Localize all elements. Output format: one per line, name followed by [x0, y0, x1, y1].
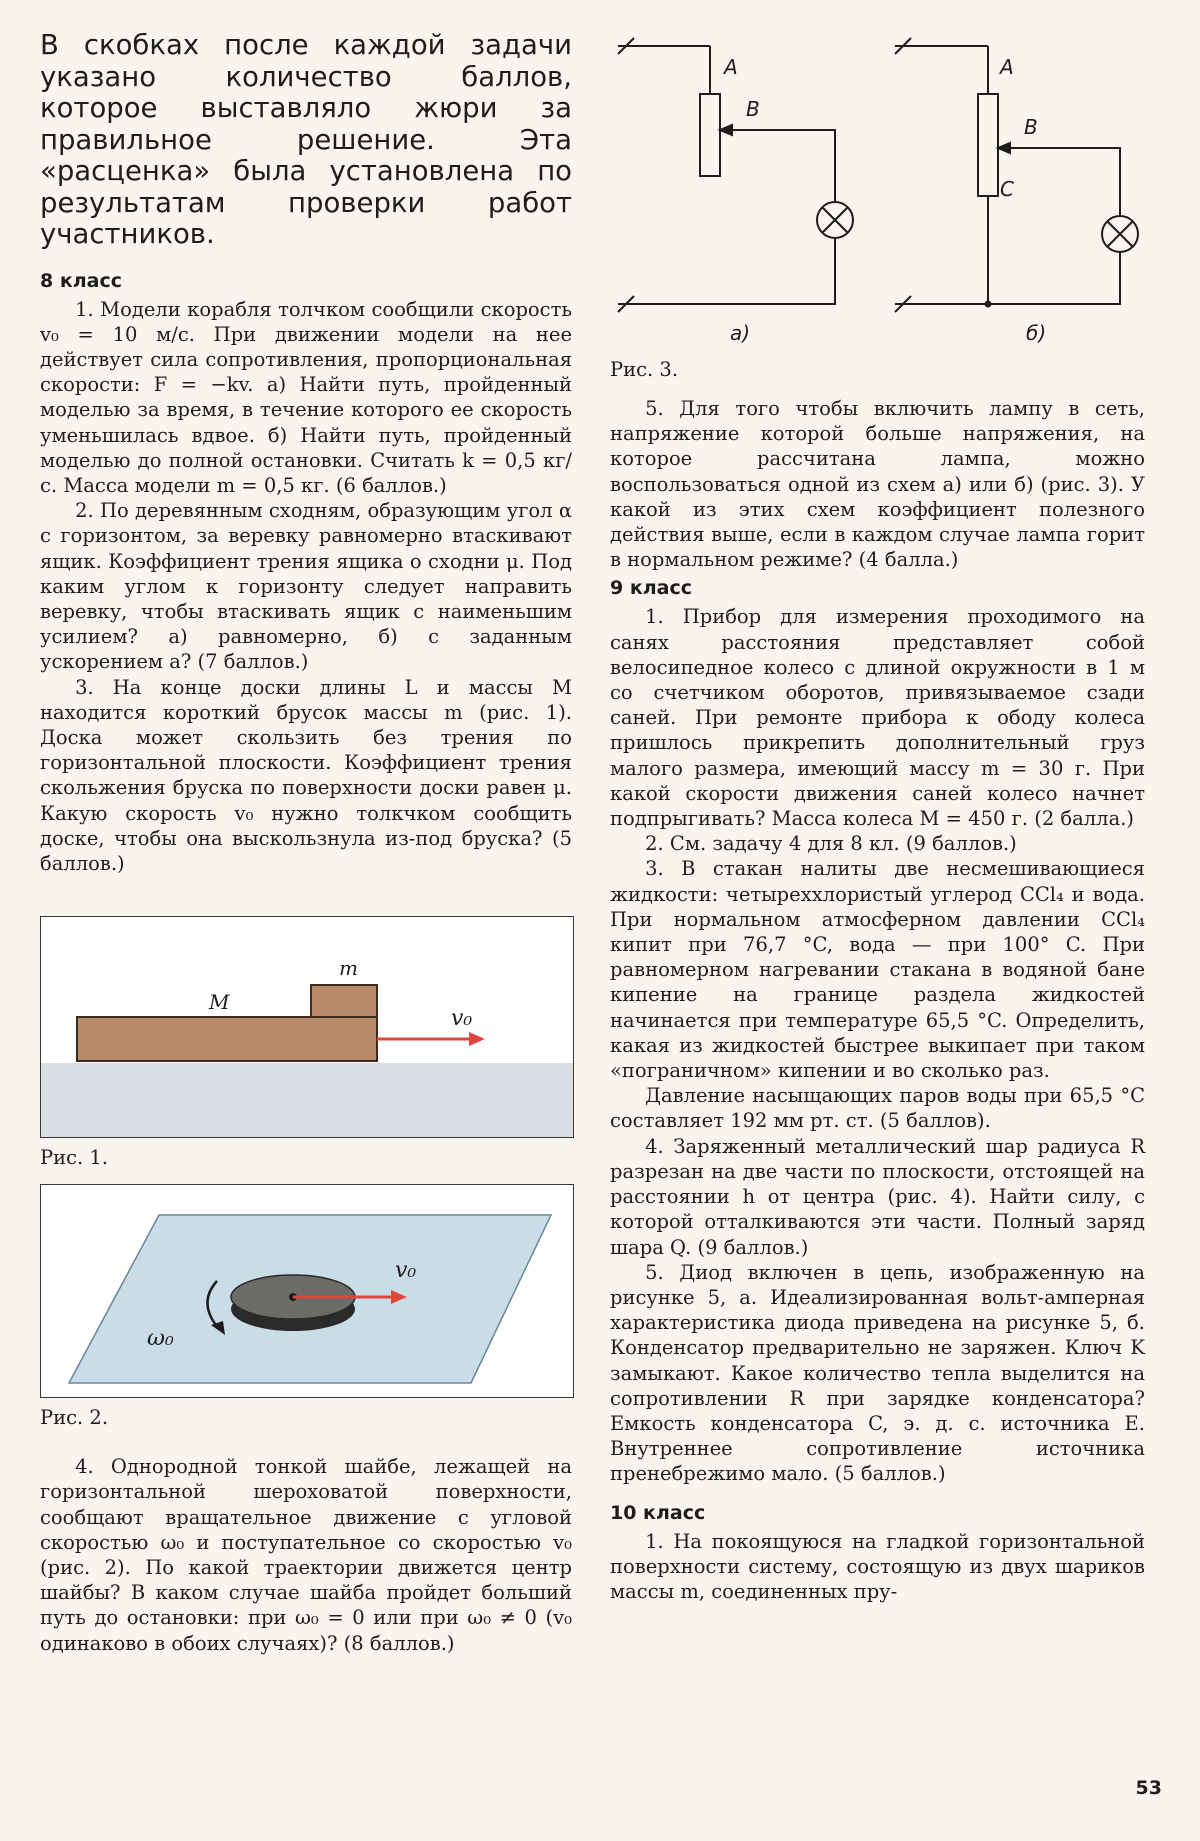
block-m — [311, 985, 377, 1017]
grade8-task-4: 4. Однородной тонкой шайбе, лежащей на горизонтальной шероховатой поверхности, сообщают вращательное движение с угловой скоростью ω₀ и поступательное со скоростью v₀ (рис. 2). По какой траектории движется центр шайбы? В каком случае шайба пройдет больший путь до остановки: при ω₀ = 0 или при ω₀ ≠ 0 (v₀ одинаково в обоих случаях)? (8 баллов.) — [40, 1455, 572, 1655]
label-circuit-a: а) — [730, 321, 751, 345]
grade10-task-1: 1. На покоящуюся на гладкой горизонтальной поверхности систему, состоящую из двух шариков массы m, соединенных пру- — [610, 1529, 1145, 1603]
grade9-task-1: 1. Прибор для измерения проходимого на санях расстояния представляет собой велосипедное колесо с длиной окружности в 1 м со счетчиком оборотов, привязываемое сзади саней. При ремонте прибора к ободу колеса пришлось прикрепить дополнительный груз малого размера, имеющий массу m = 30 г. При какой скорости движения саней колесо начнет подпрыгивать? Масса колеса M = 450 г. (2 балла.) — [610, 605, 1145, 831]
figure-3-svg — [610, 26, 1145, 356]
grade9-task-4: 4. Заряженный металлический шар радиуса R разрезан на две части по плоскости, отстоящей на расстоянии h от центра (рис. 4). Найти силу, с которой отталкиваются эти части. Полный заряд шара Q. (9 баллов.) — [610, 1134, 1145, 1259]
figure-3-caption: Рис. 3. — [610, 358, 679, 381]
grade8-task-1: 1. Модели корабля толчком сообщили скорость v₀ = 10 м/с. При движении модели на нее действует сила сопротивления, пропорциональная скорости: F = −kv. а) Найти путь, пройденный моделью за время, в течение которого ее скорость уменьшилась вдвое. б) Найти путь, пройденный моделью до полной остановки. Считать k = 0,5 кг/с. Масса модели m = 0,5 кг. (6 баллов.) — [40, 297, 572, 497]
label-circuit-b: б) — [1026, 321, 1047, 345]
board-M — [77, 1017, 377, 1061]
figure-2-puck — [40, 1184, 574, 1398]
label-v0-puck: v₀ — [395, 1258, 417, 1284]
grade9-task-3: 3. В стакан налиты две несмешивающиеся жидкости: четыреххлористый углерод CCl₄ и вода. При нормальном атмосферном давлении CCl₄ кипит при 76,7 °C, вода — при 100° C. При равномерном нагревании стакана в водяной бане кипение на границе раздела жидкостей начинается при температуре 65,5 °C. Определить, какая из жидкостей быстрее выкипает при таком «пограничном» кипении и во сколько раз. — [610, 857, 1145, 1083]
rheostat-b — [978, 94, 998, 196]
rheostat-a — [700, 94, 720, 176]
figure-2-caption: Рис. 2. — [40, 1406, 109, 1430]
label-v0: v₀ — [451, 1006, 473, 1032]
label-A-a: A — [724, 55, 738, 79]
figure-2-svg — [41, 1185, 573, 1397]
label-m: m — [339, 956, 358, 981]
intro-paragraph: В скобках после каждой задачи указано количество баллов, которое выставляло жюри за правильное решение. Эта «расценка» была установлена по результатам проверки работ участников. — [40, 29, 572, 250]
grade-9-heading: 9 класс — [610, 577, 692, 600]
grade8-task-5: 5. Для того чтобы включить лампу в сеть, напряжение которой больше напряжения, на которое рассчитана лампа, можно воспользоваться одной из схем а) или б) (рис. 3). У какой из этих схем коэффициент полезного действия выше, если в каждом случае лампа горит в нормальном режиме? (4 балла.) — [610, 397, 1145, 572]
figure-1-svg — [41, 917, 573, 1137]
grade9-task-5: 5. Диод включен в цепь, изображенную на рисунке 5, а. Идеализированная вольт-амперная характеристика диода приведена на рисунке 5, б. Конденсатор предварительно не заряжен. Ключ K замыкают. Какое количество тепла выделится на сопротивлении R при зарядке конденсатора? Емкость конденсатора C, э. д. с. источника E. Внутреннее сопротивление источника пренебрежимо мало. (5 баллов.) — [610, 1260, 1145, 1486]
right-column — [610, 26, 1145, 1604]
label-B-a: B — [746, 97, 760, 121]
slider-b-head — [998, 143, 1010, 153]
junction-dot — [985, 301, 992, 308]
grade-8-heading: 8 класс — [40, 269, 122, 292]
grade8-task-2: 2. По деревянным сходням, образующим угол α с горизонтом, за веревку равномерно втаскивают ящик. Коэффициент трения ящика о сходни μ. Под каким углом к горизонту следует направить веревку, чтобы втаскивать ящик с наименьшим усилием? а) равномерно, б) с заданным ускорением a? (7 баллов.) — [40, 499, 572, 674]
label-C-b: C — [1000, 177, 1014, 201]
label-omega0: ω₀ — [147, 1326, 174, 1352]
figure-3-circuits — [610, 26, 1145, 356]
label-A-b: A — [1000, 55, 1014, 79]
slider-a-head — [720, 125, 732, 135]
figure-1-caption: Рис. 1. — [40, 1146, 109, 1170]
grade-10-heading: 10 класс — [610, 1501, 706, 1524]
grade8-task-3: 3. На конце доски длины L и массы M находится короткий брусок массы m (рис. 1). Доска может скользить без трения по горизонтальной плоскости. Коэффициент трения скольжения бруска по поверхности доски равен μ. Какую скорость v₀ нужно толкчком сообщить доске, чтобы она выскользнула из-под бруска? (5 баллов.) — [40, 675, 572, 875]
figure-1-board-and-block — [40, 916, 574, 1138]
left-column — [40, 30, 572, 1656]
grade9-task-2: 2. См. задачу 4 для 8 кл. (9 баллов.) — [645, 832, 1017, 856]
label-M: M — [209, 990, 230, 1015]
grade9-task-3-note: Давление насыщающих паров воды при 65,5 °C составляет 192 мм рт. ст. (5 баллов). — [610, 1084, 1145, 1133]
ground-surface — [41, 1063, 573, 1137]
label-B-b: B — [1024, 115, 1038, 139]
page-number: 53 — [1135, 1777, 1162, 1799]
